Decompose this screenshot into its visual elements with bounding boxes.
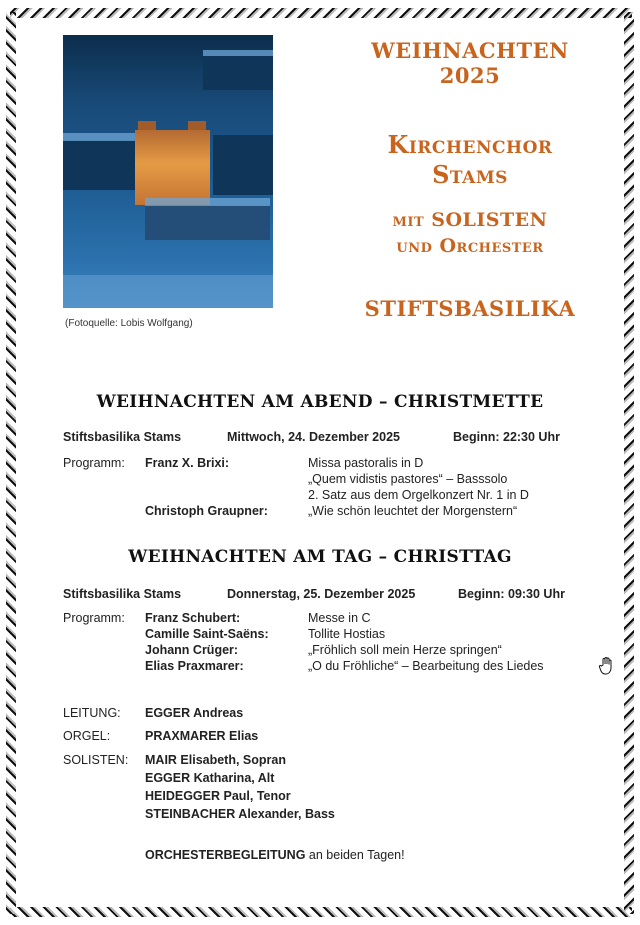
work: Messe in C: [308, 611, 371, 625]
title-line: mit SOLISTEN: [392, 209, 548, 231]
composer: Christoph Graupner:: [145, 504, 268, 518]
title-line: WEIHNACHTEN: [371, 38, 569, 63]
composer: Franz X. Brixi:: [145, 456, 230, 470]
title-line: Stams: [432, 160, 508, 189]
photo-building: [145, 205, 270, 240]
composer: Camille Saint-Saëns:: [145, 627, 269, 641]
orchestra-note: [145, 848, 405, 862]
photo-roof-snow: [203, 50, 273, 56]
event-date: Mittwoch, 24. Dezember 2025: [227, 430, 400, 444]
work: „Quem vidistis pastores“ – Basssolo: [308, 472, 508, 486]
photo-building: [203, 55, 273, 90]
photo-basilica: [135, 130, 210, 205]
title-weihnachten-2025: [340, 38, 600, 88]
composer: Franz Schubert:: [145, 611, 241, 625]
credit-value: EGGER Andreas: [145, 706, 244, 720]
credit-leitung: [63, 706, 463, 722]
program-item: [63, 642, 583, 658]
hand-cursor-icon: [598, 656, 614, 676]
event-title-christmette: WEIHNACHTEN AM ABEND – CHRISTMETTE: [96, 392, 544, 412]
program-item: [63, 487, 583, 503]
program-label: Programm:: [63, 456, 125, 470]
event-start-time: Beginn: 22:30 Uhr: [453, 430, 560, 444]
credit-label: ORGEL:: [63, 729, 111, 743]
credit-orgel: [63, 729, 463, 745]
photo-building: [63, 140, 135, 190]
program-christmette: [63, 455, 583, 525]
event-location: Stiftsbasilika Stams: [63, 587, 182, 601]
decorative-border-top: [10, 8, 632, 18]
program-item: [63, 503, 583, 519]
decorative-border-bottom: [10, 907, 632, 917]
work: „Fröhlich soll mein Herze springen“: [308, 643, 502, 657]
program-item: [63, 471, 583, 487]
orchestra-note-bold: ORCHESTERBEGLEITUNG: [145, 848, 306, 862]
composer: Elias Praxmarer:: [145, 659, 244, 673]
work: „Wie schön leuchtet der Morgenstern“: [308, 504, 518, 518]
work: Missa pastoralis in D: [308, 456, 424, 470]
soloist: EGGER Katharina, Alt: [145, 771, 275, 785]
program-label: Programm:: [63, 611, 125, 625]
decorative-border-right: [624, 12, 634, 914]
event-title-christtag: WEIHNACHTEN AM TAG – CHRISTTAG: [128, 547, 512, 567]
title-line: 2025: [439, 63, 501, 88]
program-item: [63, 610, 583, 626]
title-stiftsbasilika: STIFTSBASILIKA: [364, 296, 576, 321]
soloist: MAIR Elisabeth, Sopran: [145, 753, 286, 767]
composer: Johann Crüger:: [145, 643, 239, 657]
decorative-border-left: [6, 12, 16, 914]
monastery-photo: [63, 35, 273, 308]
credit-label: LEITUNG:: [63, 706, 121, 720]
event-start-time: Beginn: 09:30 Uhr: [458, 587, 565, 601]
soloist: STEINBACHER Alexander, Bass: [145, 807, 335, 821]
event-date: Donnerstag, 25. Dezember 2025: [227, 587, 416, 601]
title-kirchenchor: [340, 130, 600, 190]
program-christtag: [63, 610, 583, 680]
photo-roof-snow: [145, 198, 270, 206]
event-location: Stiftsbasilika Stams: [63, 430, 182, 444]
title-line: Kirchenchor: [387, 130, 553, 159]
title-line: und Orchester: [396, 235, 544, 257]
program-item: [63, 658, 583, 674]
program-item: [63, 626, 583, 642]
program-item: [63, 455, 583, 471]
photo-building: [213, 135, 273, 195]
photo-caption: (Fotoquelle: Lobis Wolfgang): [65, 318, 193, 329]
title-solisten-orchester: [340, 207, 600, 259]
soloist: HEIDEGGER Paul, Tenor: [145, 789, 291, 803]
credit-label: SOLISTEN:: [63, 753, 129, 767]
credit-value: PRAXMARER Elias: [145, 729, 259, 743]
photo-snow-field: [63, 275, 273, 308]
photo-roof-snow: [63, 133, 135, 141]
credit-solisten: [63, 753, 463, 825]
work: Tollite Hostias: [308, 627, 386, 641]
work: „O du Fröhliche“ – Bearbeitung des Liedes: [308, 659, 544, 673]
orchestra-note-text: an beiden Tagen!: [305, 848, 405, 862]
work: 2. Satz aus dem Orgelkonzert Nr. 1 in D: [308, 488, 529, 502]
